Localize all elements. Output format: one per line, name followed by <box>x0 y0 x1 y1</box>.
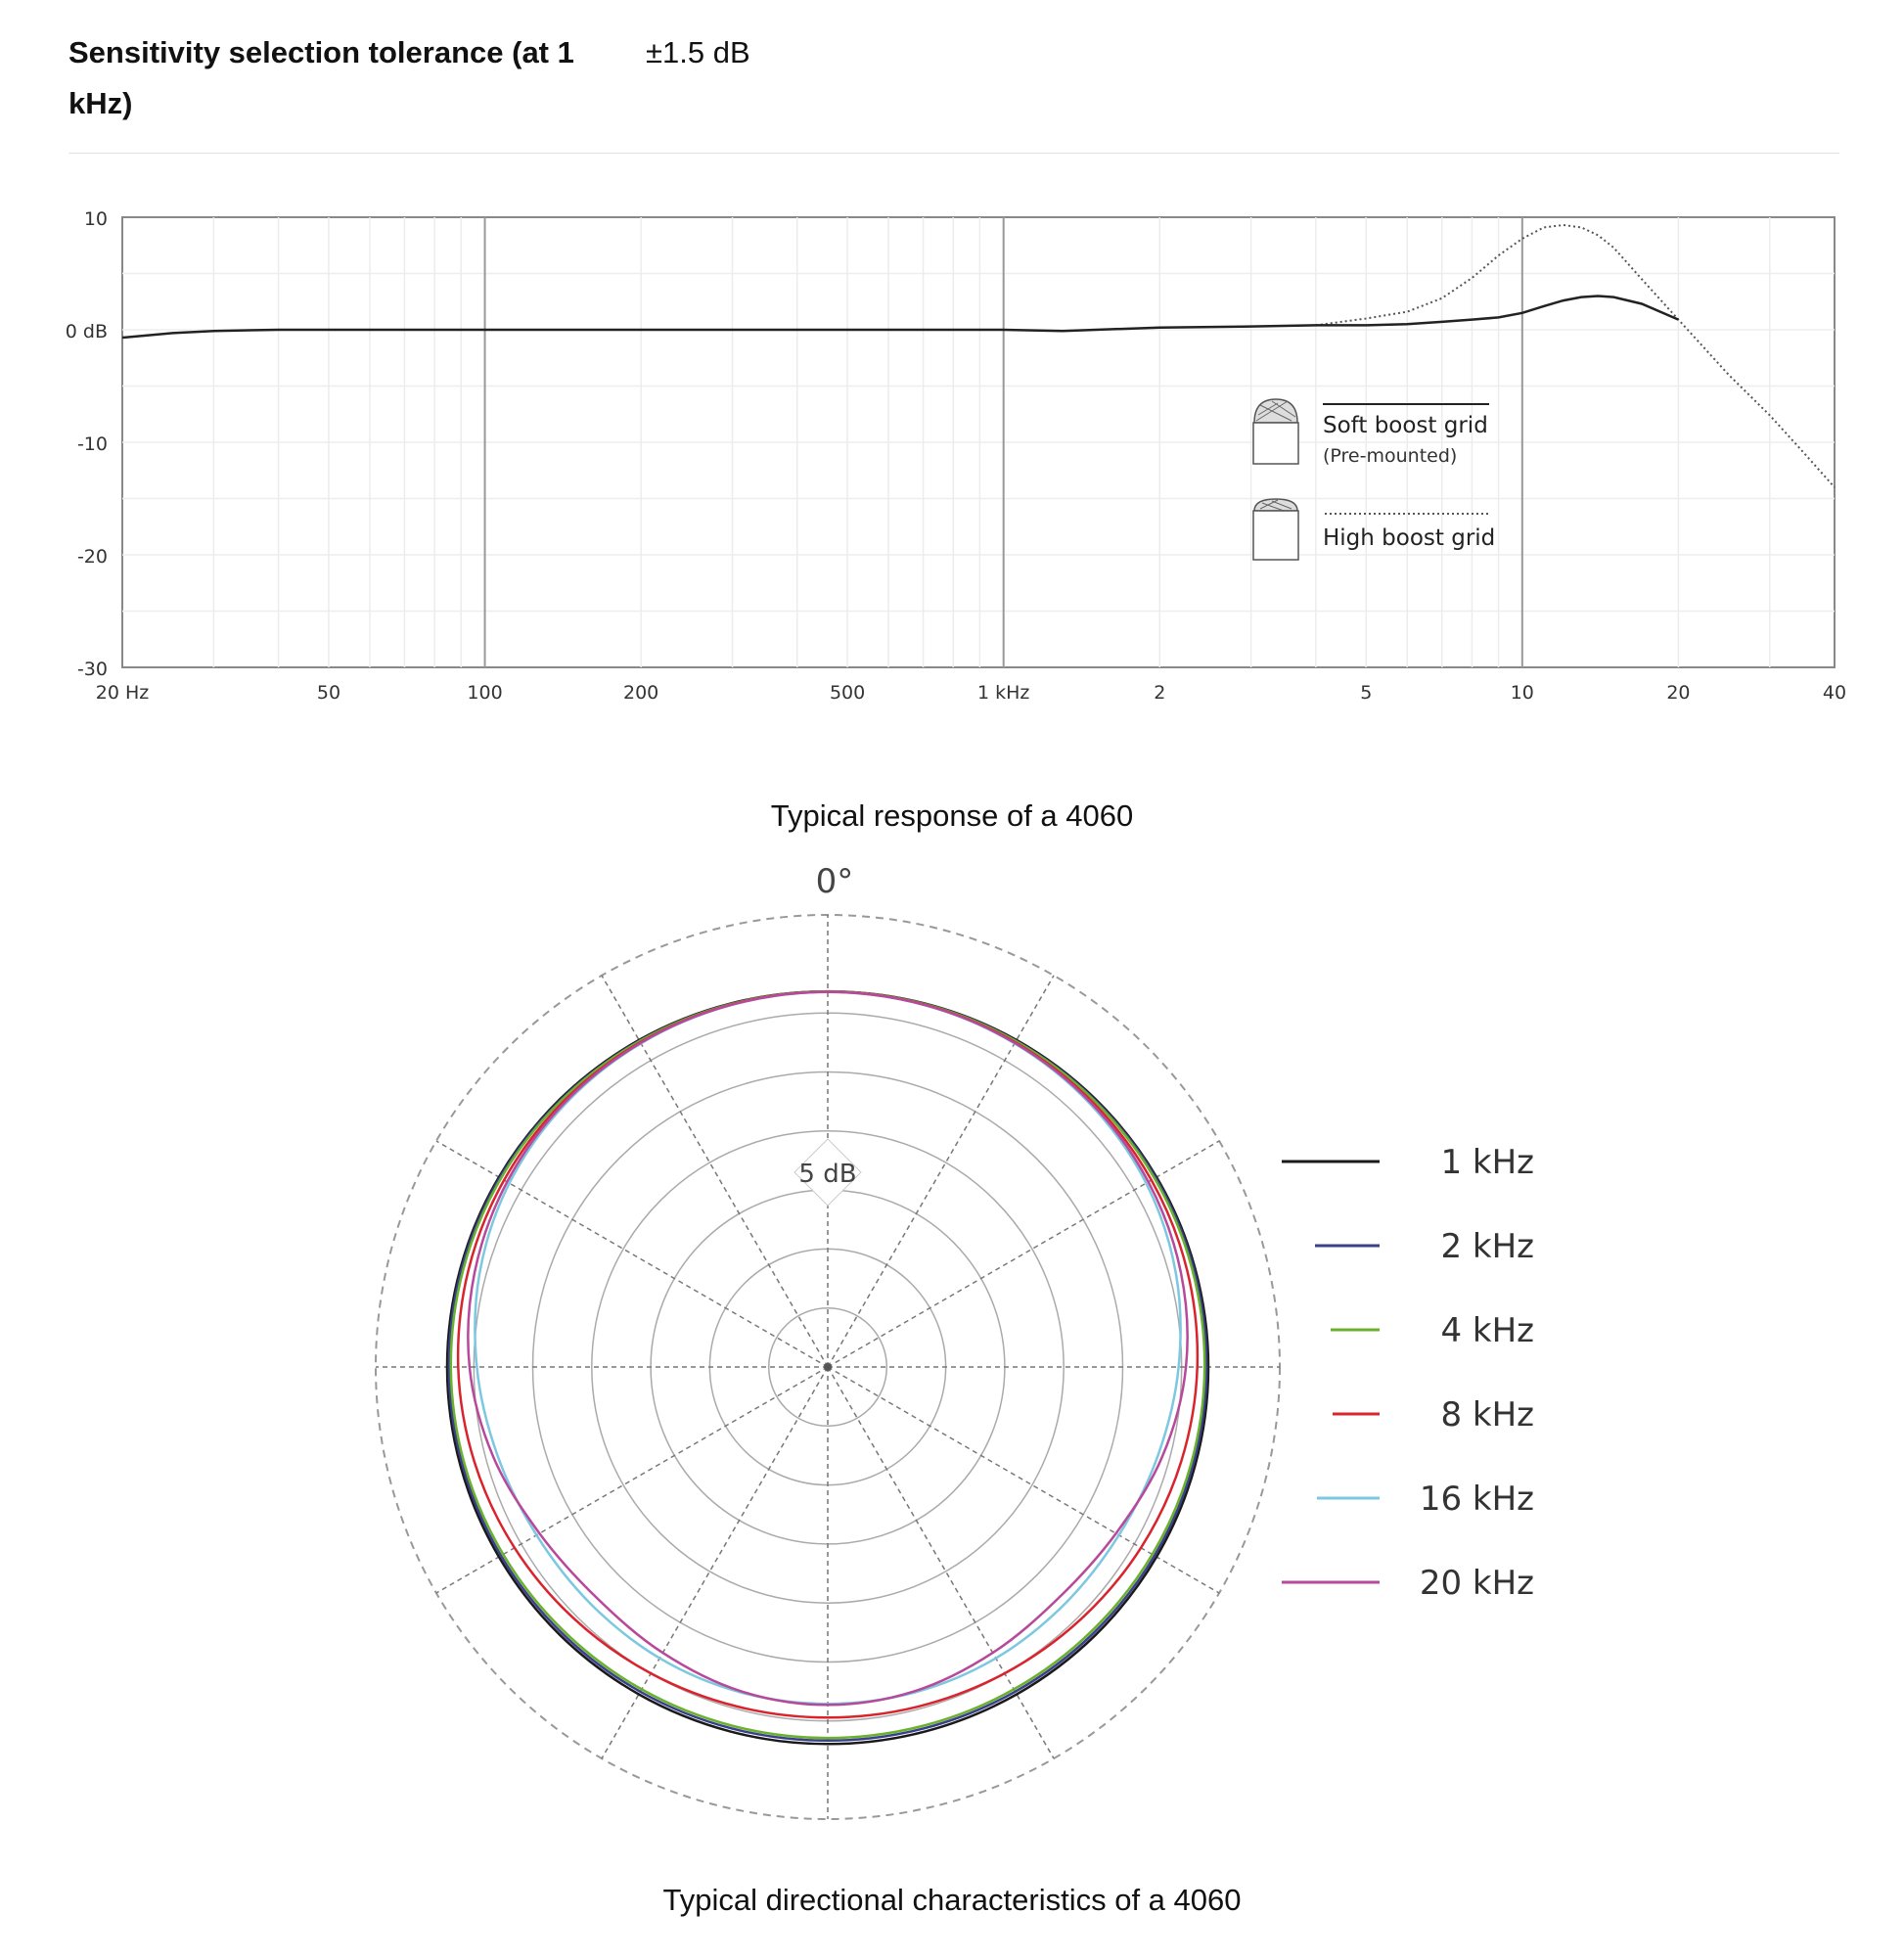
polar-spoke <box>828 1367 1219 1593</box>
spec-row <box>68 27 1839 154</box>
legend-label: 8 kHz <box>1440 1395 1534 1435</box>
y-tick-label: 0 dB <box>65 321 108 342</box>
x-tick-label: 2 <box>1154 682 1166 704</box>
soft-boost-legend-sublabel: (Pre-mounted) <box>1323 445 1458 467</box>
x-tick-label: 100 <box>467 682 503 704</box>
legend-label: 20 kHz <box>1419 1564 1534 1603</box>
polar-spoke <box>436 1141 828 1367</box>
legend-label: 2 kHz <box>1440 1227 1534 1266</box>
x-tick-label: 40 <box>1822 682 1847 704</box>
polar-spoke <box>828 976 1054 1367</box>
polar-pattern-chart <box>0 851 1904 1849</box>
zero-degree-label: 0° <box>815 862 854 901</box>
soft-boost-legend-label: Soft boost grid <box>1323 413 1488 438</box>
y-tick-label: -20 <box>76 546 108 568</box>
x-tick-label: 1 kHz <box>976 682 1030 704</box>
x-tick-label: 20 Hz <box>95 682 150 704</box>
polar-caption: Typical directional characteristics of a 4060 <box>662 1883 1242 1917</box>
ring-label <box>794 1139 861 1206</box>
y-tick-label: -10 <box>76 433 108 455</box>
ring-label-text: 5 dB <box>798 1160 857 1189</box>
x-tick-label: 50 <box>316 682 341 704</box>
high-boost-legend-label: High boost grid <box>1323 525 1496 551</box>
y-tick-label: -30 <box>76 659 108 680</box>
y-tick-label: 10 <box>83 208 108 230</box>
x-tick-label: 500 <box>829 682 866 704</box>
x-tick-label: 10 <box>1510 682 1534 704</box>
soft-boost-grid-icon <box>1253 399 1298 464</box>
polar-spoke <box>436 1367 828 1593</box>
polar-spoke <box>602 976 828 1367</box>
x-tick-labels <box>96 682 1846 704</box>
frequency-response-chart <box>0 196 1904 744</box>
x-tick-label: 20 <box>1666 682 1691 704</box>
x-tick-label: 200 <box>623 682 659 704</box>
legend-label: 1 kHz <box>1440 1143 1534 1182</box>
legend-label: 4 kHz <box>1440 1311 1534 1350</box>
frequency-response-caption: Typical response of a 4060 <box>770 798 1134 833</box>
high-boost-grid-icon <box>1253 499 1298 560</box>
y-tick-labels <box>66 208 108 680</box>
polar-spoke <box>828 1141 1219 1367</box>
polar-center <box>824 1363 832 1371</box>
spec-label: Sensitivity selection tolerance (at 1 kHz) <box>68 35 574 120</box>
spec-value: ±1.5 dB <box>646 35 750 69</box>
x-tick-label: 5 <box>1360 682 1373 704</box>
legend-label: 16 kHz <box>1419 1480 1534 1519</box>
polar-legend <box>1282 1143 1534 1603</box>
